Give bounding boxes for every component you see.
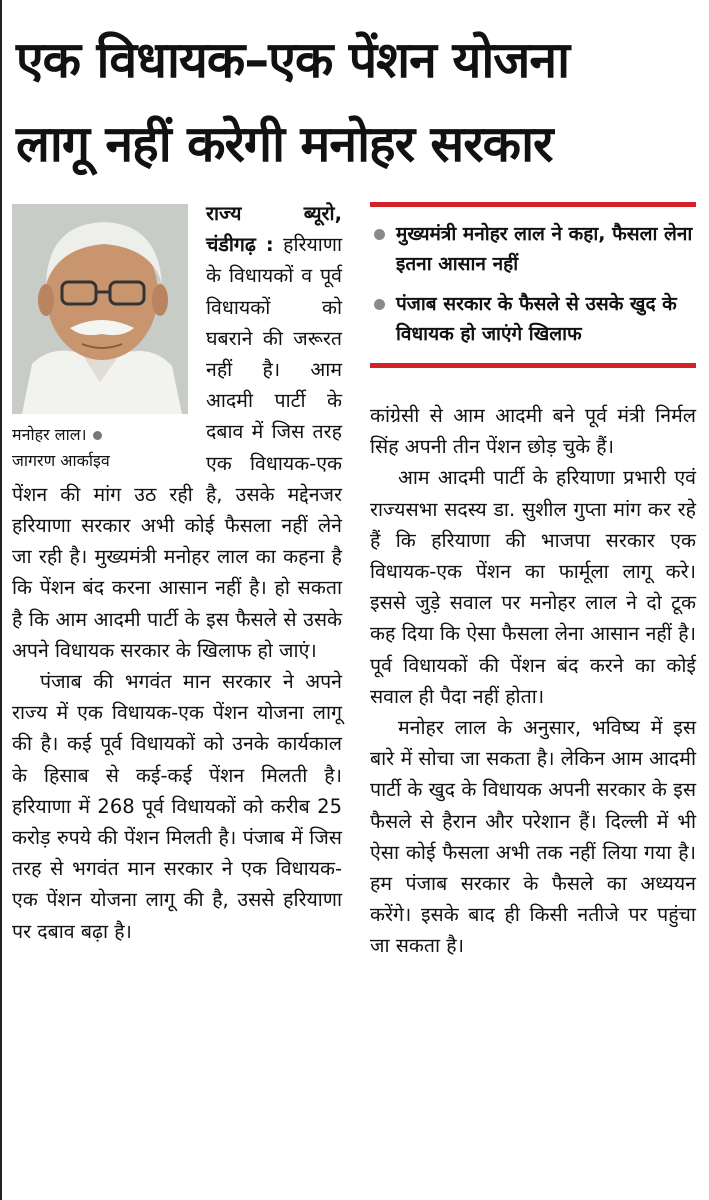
highlight-item (370, 219, 696, 279)
highlights-box (370, 202, 696, 368)
headline-line-2: लागू नहीं करेगी मनोहर सरकार (16, 115, 553, 173)
left-paragraph-2: पंजाब की भगवंत मान सरकार ने अपने राज्य में एक विधायक-एक पेंशन योजना लागू की है। कई पूर्व विधायकों को उनके कार्यकाल के हिसाब से कई-कई पेंशन मिलती है। हरियाणा में 268 पूर्व विधायकों को करीब 25 करोड़ रुपये की पेंशन मिलती है। पंजाब में जिस तरह से भगवंत मान सरकार ने एक विधायक-एक पेंशन योजना लागू की है, उससे हरियाणा पर दबाव बढ़ा है। (12, 670, 342, 943)
bullet-icon (374, 229, 385, 240)
lead-text: हरियाणा के विधायकों व पूर्व विधायकों को घबराने की जरूरत नहीं है। आम आदमी पार्टी के दबाव में जिस तरह एक विधायक-एक पेंशन की मांग उठ रही है, उसके मद्देनजर हरियाणा सरकार अभी कोई फैसला नहीं लेने जा रही है। मुख्यमंत्री मनोहर लाल का कहना है कि पेंशन बंद करना आसान नहीं है। हो सकता है कि आम आदमी पार्टी के इस फैसले से उसके अपने विधायक सरकार के खिलाफ हो जाएं। (12, 233, 342, 662)
right-paragraph-1: कांग्रेसी से आम आदमी बने पूर्व मंत्री निर्मल सिंह अपनी तीन पेंशन छोड़ चुके हैं। (370, 404, 696, 459)
bullet-icon (374, 299, 385, 310)
caption-bullet-icon (93, 431, 102, 440)
headline (16, 18, 706, 186)
highlight-text-2: पंजाब सरकार के फैसले से उसके खुद के विधायक हो जाएंगे खिलाफ (396, 293, 677, 345)
photo-caption (12, 422, 194, 474)
right-paragraph-3: मनोहर लाल के अनुसार, भविष्य में इस बारे में सोचा जा सकता है। लेकिन आम आदमी पार्टी के खुद के विधायक अपनी सरकार के इस फैसले से हैरान और परेशान हैं। दिल्ली में भी ऐसा कोई फैसला अभी तक नहीं लिया गया है। हम पंजाब सरकार के फैसले का अध्ययन करेंगे। इसके बाद ही किसी नतीजे पर पहुंचा जा सकता है। (370, 716, 696, 958)
caption-name: मनोहर लाल। (12, 425, 87, 444)
right-paragraph-2: आम आदमी पार्टी के हरियाणा प्रभारी एवं राज्यसभा सदस्य डा. सुशील गुप्ता मांग कर रहे हैं कि हरियाणा की भाजपा सरकार एक विधायक-एक पेंशन का फार्मूला लागू करे। इससे जुड़े सवाल पर मनोहर लाल ने दो टूक कह दिया कि ऐसा फैसला लेना आसान नहीं है। पूर्व विधायकों की पेंशन बंद करने का कोई सवाल ही पैदा नहीं होता। (370, 466, 696, 708)
portrait-illustration (12, 204, 188, 414)
photo-block (12, 204, 194, 474)
byline: राज्य ब्यूरो, चंडीगढ़ : (206, 202, 342, 257)
right-column (370, 400, 696, 962)
highlight-item (370, 289, 696, 349)
highlight-text-1: मुख्यमंत्री मनोहर लाल ने कहा, फैसला लेना इतना आसान नहीं (396, 223, 693, 275)
left-column (12, 198, 342, 947)
caption-credit: जागरण आर्काइव (12, 451, 110, 470)
headline-line-1: एक विधायक–एक पेंशन योजना (16, 31, 570, 89)
portrait-photo (12, 204, 188, 414)
